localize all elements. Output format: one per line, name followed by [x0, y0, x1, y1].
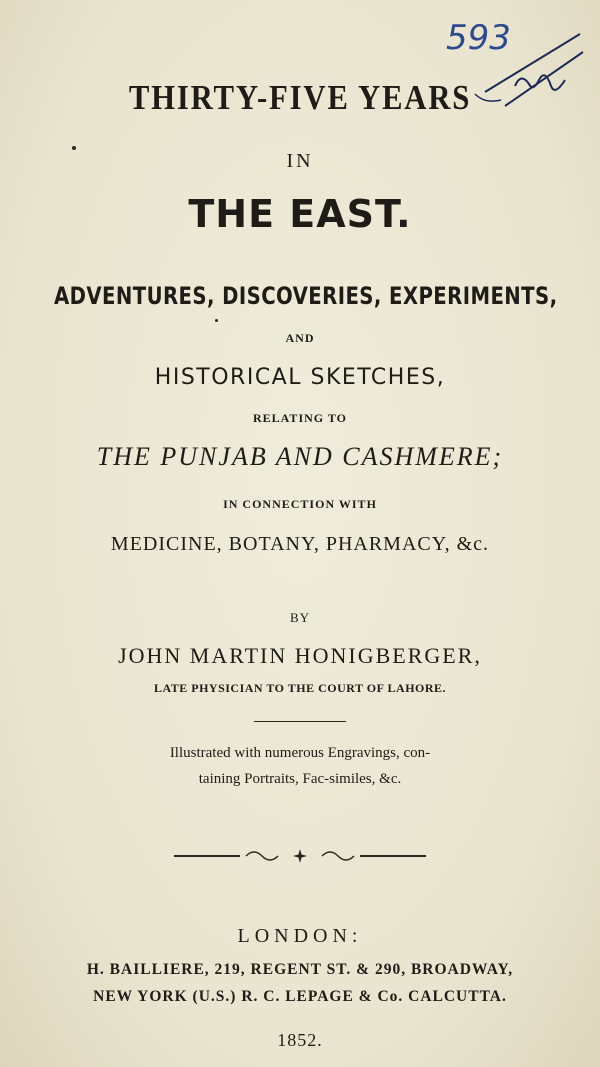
author-role: LATE PHYSICIAN TO THE COURT OF LAHORE.: [153, 681, 447, 695]
subtitle: ADVENTURES, DISCOVERIES, EXPERIMENTS,: [54, 282, 558, 310]
illustrated-note-line2: taining Portraits, Fac-similes, &c.: [198, 771, 402, 787]
publisher-line1: H. BAILLIERE, 219, REGENT ST. & 290, BROADWAY,: [86, 961, 514, 978]
illustrated-note-line1: Illustrated with numerous Engravings, con-: [169, 745, 431, 761]
publication-city: LONDON:: [237, 925, 363, 947]
place-name: THE PUNJAB AND CASHMERE;: [96, 442, 504, 471]
by-label: BY: [289, 610, 311, 625]
subjects: MEDICINE, BOTANY, PHARMACY, &c.: [110, 533, 490, 555]
divider-rule: [254, 721, 346, 722]
in-connection-with: IN CONNECTION WITH: [223, 497, 377, 511]
subtitle-historical: HISTORICAL SKETCHES,: [154, 365, 446, 390]
publication-year: 1852.: [277, 1030, 323, 1050]
author-name: JOHN MARTIN HONIGBERGER,: [118, 643, 482, 668]
title-connector: IN: [286, 150, 314, 172]
ornament-divider: [170, 845, 430, 865]
ink-speck: [215, 319, 218, 322]
subtitle-and: AND: [285, 331, 315, 345]
shelfmark-handwriting: 593: [446, 18, 511, 58]
book-title-east: THE EAST.: [188, 192, 412, 236]
relating-to: RELATING TO: [252, 411, 348, 425]
book-title: THIRTY-FIVE YEARS: [128, 78, 472, 117]
publisher-line2: NEW YORK (U.S.) R. C. LEPAGE & Co. CALCUTTA.: [93, 988, 507, 1005]
